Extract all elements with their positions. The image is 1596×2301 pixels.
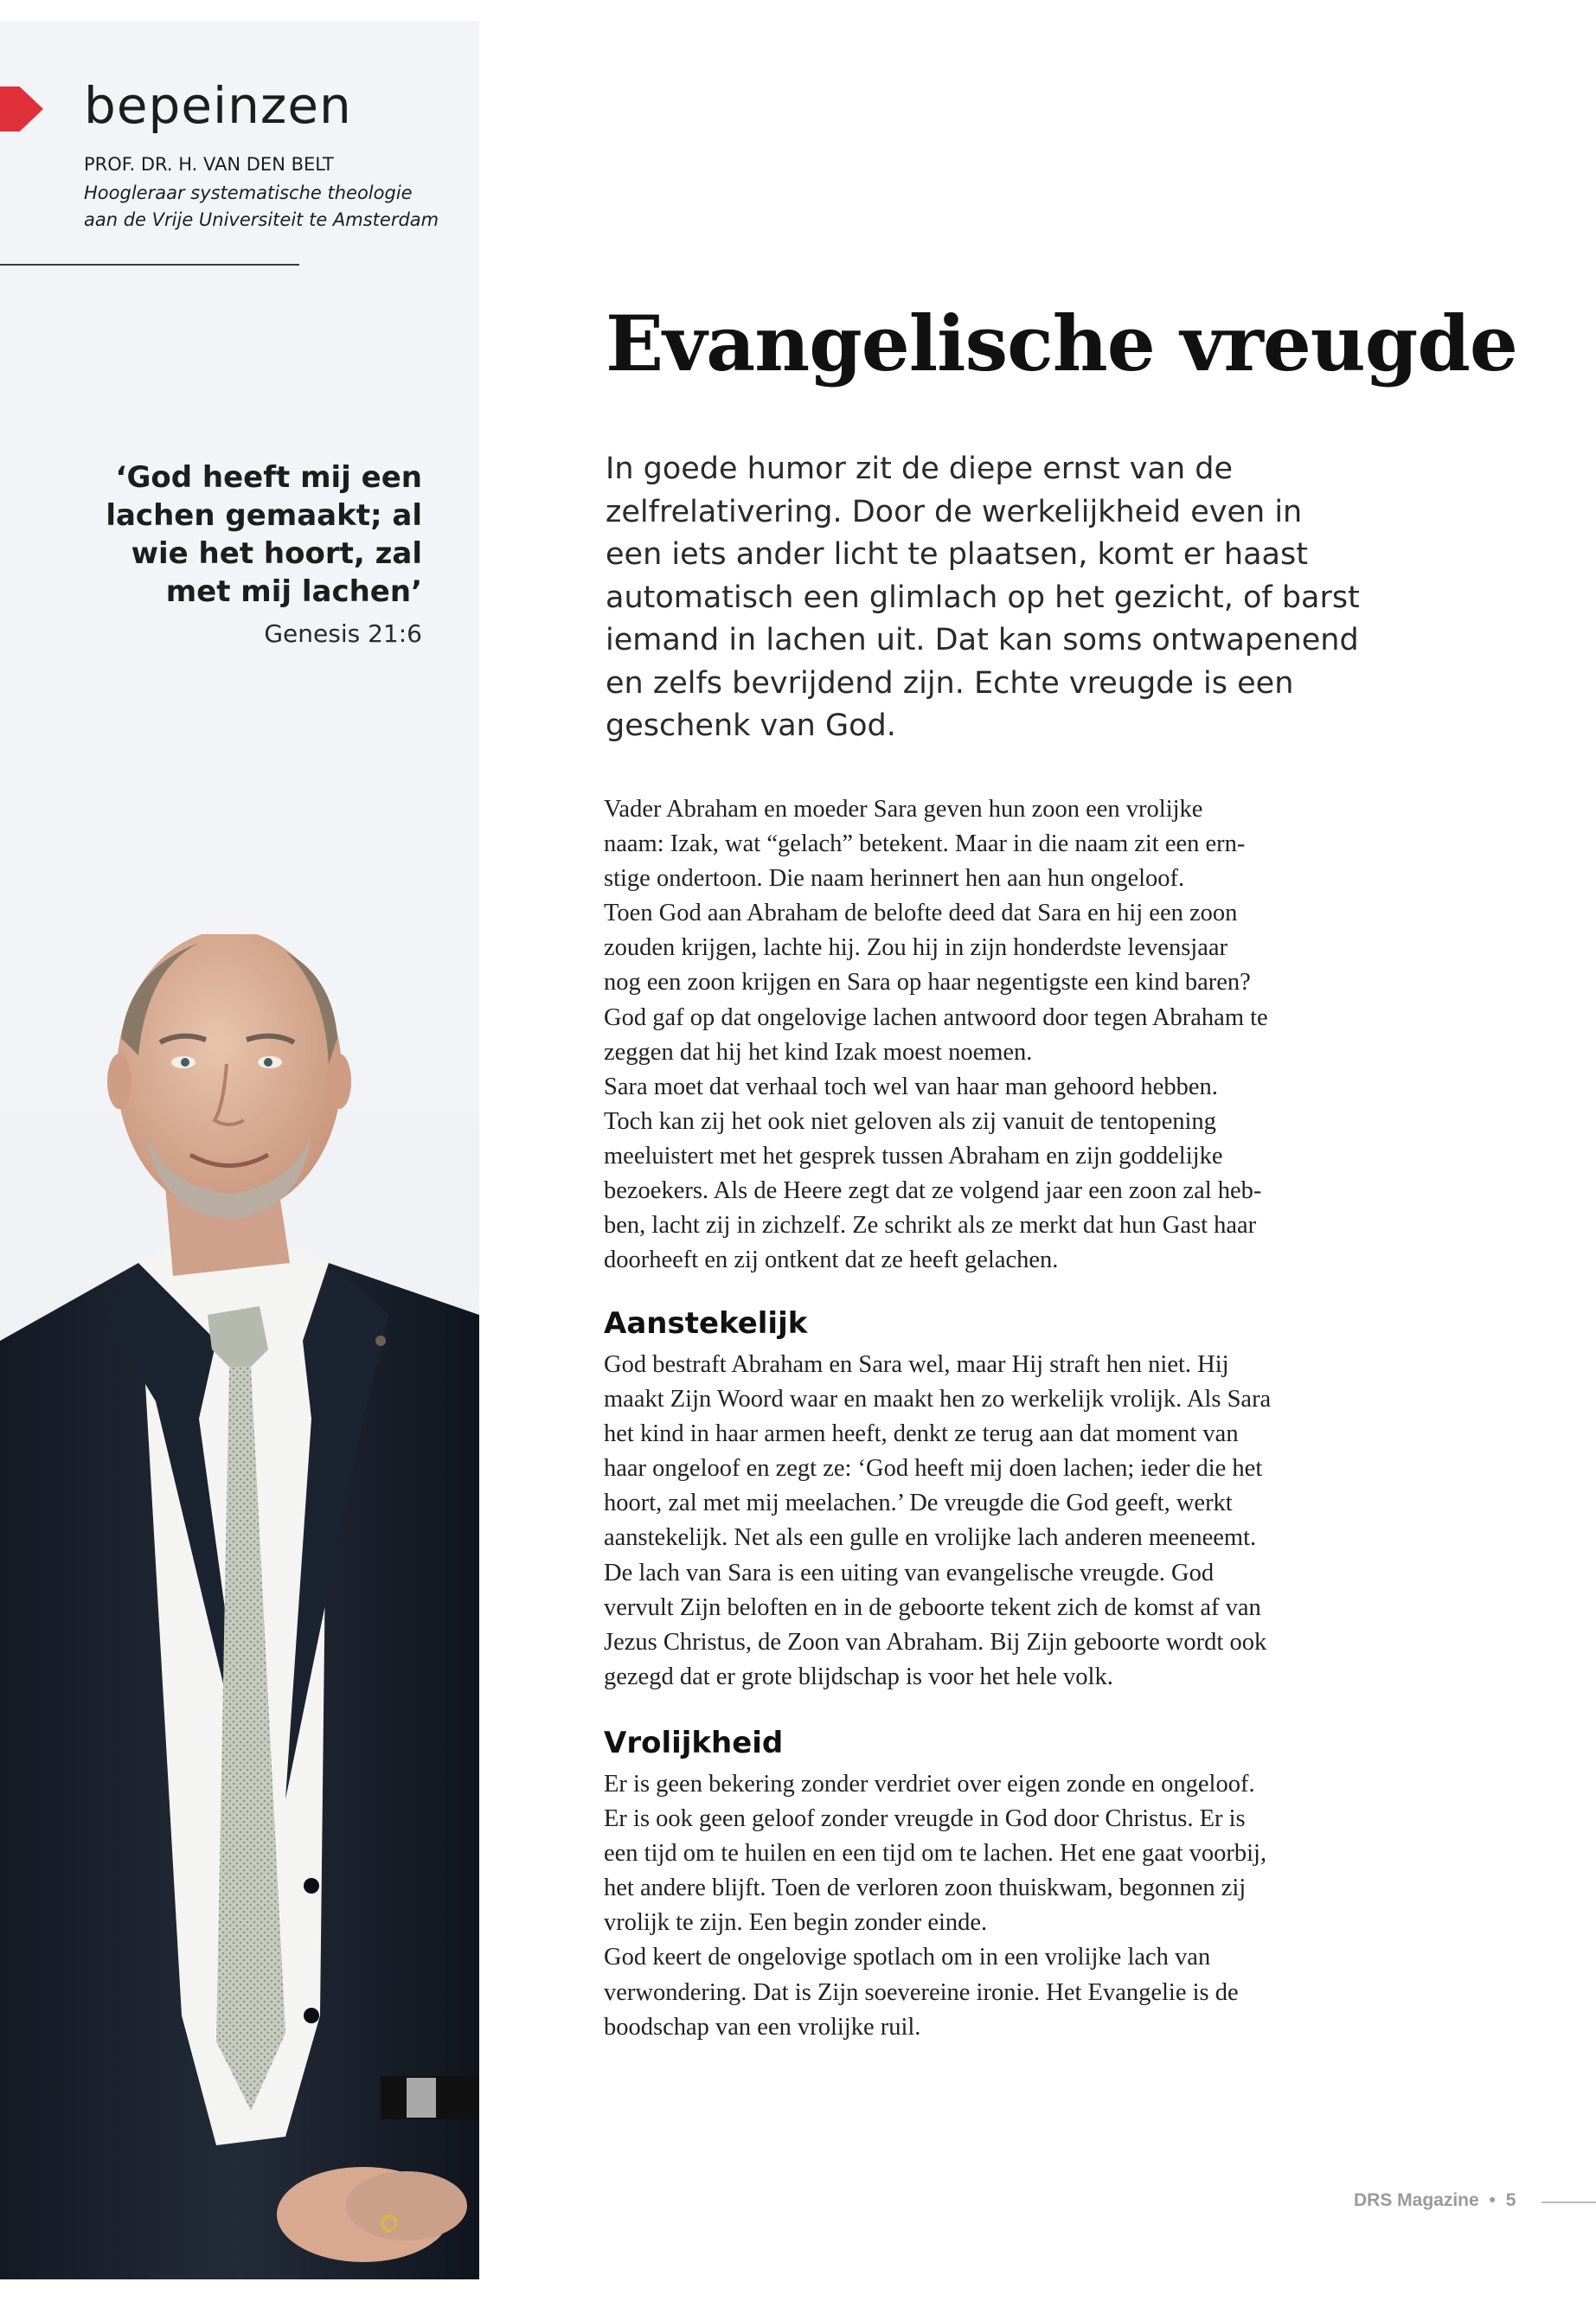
body-line: aanstekelijk. Net als een gulle en vrolijke lach anderen meeneemt.: [604, 1524, 1257, 1552]
body-line: meeluistert met het gesprek tussen Abraham en zijn goddelijke: [604, 1142, 1223, 1170]
pull-quote: [76, 458, 422, 611]
body-line: verwondering. Dat is Zijn soevereine ironie. Het Evangelie is de: [604, 1978, 1239, 2006]
body-line: vrolijk te zijn. Een begin zonder einde.: [604, 1909, 988, 1937]
lead-line: automatisch een glimlach op het gezicht, of barst: [606, 580, 1360, 615]
body-line: een tijd om te huilen en een tijd om te lachen. Het ene gaat voorbij,: [604, 1840, 1267, 1868]
lead-line: zelfrelativering. Door de werkelijkheid even in: [606, 494, 1303, 529]
article-title: Evangelische vreugde: [606, 298, 1517, 388]
body-line: God keert de ongelovige spotlach om in een vrolijke lach van: [604, 1944, 1211, 1971]
body-line: Er is ook geen geloof zonder vreugde in God door Christus. Er is: [604, 1805, 1246, 1833]
divider: [0, 264, 299, 266]
body-line: zouden krijgen, lachte hij. Zou hij in zijn honderdste levensjaar: [604, 934, 1227, 962]
body-line: vervult Zijn beloften en in de geboorte tekent zich de komst af van: [604, 1593, 1261, 1621]
body-line: Toch kan zij het ook niet geloven als zij vanuit de tentopening: [604, 1107, 1216, 1135]
body-line: het kind in haar armen heeft, denkt ze terug aan dat moment van: [604, 1420, 1239, 1448]
body-line: ben, lacht zij in zichzelf. Ze schrikt als ze merkt dat hun Gast haar: [604, 1212, 1257, 1240]
lead-line: iemand in lachen uit. Dat kan soms ontwapenend: [606, 623, 1359, 657]
pull-quote-line: lachen gemaakt; al: [106, 498, 422, 533]
body-line: De lach van Sara is een uiting van evangelische vreugde. God: [604, 1559, 1215, 1586]
author-portrait: [0, 934, 479, 2279]
body-line: hoort, zal met mij meelachen.’ De vreugde die God geeft, werkt: [604, 1490, 1233, 1517]
body-line: haar ongeloof en zegt ze: ‘God heeft mij doen lachen; ieder die het: [604, 1455, 1263, 1483]
section-heading-aanstekelijk: Aanstekelijk: [604, 1306, 808, 1341]
body-line: het andere blijft. Toen de verloren zoon thuiskwam, begonnen zij: [604, 1875, 1247, 1902]
lead-line: en zelfs bevrijdend zijn. Echte vreugde is een: [606, 665, 1294, 701]
lead-line: In goede humor zit de diepe ernst van de: [606, 452, 1234, 486]
body-line: gezegd dat er grote blijdschap is voor het hele volk.: [604, 1663, 1113, 1690]
author-role-line: Hoogleraar systematische theologie: [84, 183, 413, 203]
pull-quote-line: wie het hoort, zal: [131, 536, 422, 571]
body-line: Er is geen bekering zonder verdriet over eigen zonde en ongeloof.: [604, 1771, 1255, 1798]
body-line: doorheeft en zij ontkent dat ze heeft gelachen.: [604, 1247, 1059, 1274]
body-line: Toen God aan Abraham de belofte deed dat Sara en hij een zoon: [604, 900, 1238, 927]
body-line: maakt Zijn Woord waar en maakt hen zo werkelijk vrolijk. Als Sara: [604, 1386, 1272, 1413]
page-number: 5: [1505, 2190, 1516, 2210]
author-name: PROF. DR. H. VAN DEN BELT: [84, 154, 334, 175]
body-line: nog een zoon krijgen en Sara op haar negentigste een kind baren?: [604, 969, 1251, 997]
body-line: stige ondertoon. Die naam herinnert hen aan hun ongeloof.: [604, 865, 1185, 893]
intro-paragraph: [604, 792, 1382, 1278]
body-line: Sara moet dat verhaal toch wel van haar man gehoord hebben.: [604, 1073, 1218, 1100]
body-line: Vader Abraham en moeder Sara geven hun zoon een vrolijke: [604, 796, 1203, 823]
body-line: naam: Izak, wat “gelach” betekent. Maar in die naam zit een ern-: [604, 830, 1246, 858]
body-line: Jezus Christus, de Zoon van Abraham. Bij Zijn geboorte wordt ook: [604, 1628, 1267, 1656]
body-line: God gaf op dat ongelovige lachen antwoord door tegen Abraham te: [604, 1003, 1268, 1031]
magazine-name: DRS Magazine: [1354, 2190, 1479, 2210]
body-line: God bestraft Abraham en Sara wel, maar Hij straft hen niet. Hij: [604, 1351, 1229, 1378]
lead-line: een iets ander licht te plaatsen, komt er haast: [606, 537, 1308, 572]
article-lead: [606, 448, 1384, 748]
body-line: boodschap van een vrolijke ruil.: [604, 2013, 921, 2041]
section-aanstekelijk-paragraph: [604, 1348, 1382, 1695]
footer-rule: [1542, 2202, 1596, 2203]
pull-quote-line: met mij lachen’: [165, 574, 422, 609]
pull-quote-line: ‘God heeft mij een: [115, 460, 422, 495]
section-heading-vrolijkheid: Vrolijkheid: [604, 1726, 784, 1760]
body-line: zeggen dat hij het kind Izak moest noemen.: [604, 1038, 1033, 1066]
section-vrolijkheid-paragraph: [604, 1767, 1382, 2045]
page-footer: [1354, 2190, 1516, 2211]
lead-line: geschenk van God.: [606, 708, 896, 743]
author-role: [84, 180, 439, 234]
footer-separator: •: [1489, 2190, 1496, 2210]
body-line: bezoekers. Als de Heere zegt dat ze volgend jaar een zoon zal heb-: [604, 1177, 1262, 1205]
author-role-line: aan de Vrije Universiteit te Amsterdam: [84, 209, 439, 230]
quote-reference: Genesis 21:6: [264, 619, 422, 648]
section-label: bepeinzen: [84, 76, 352, 135]
